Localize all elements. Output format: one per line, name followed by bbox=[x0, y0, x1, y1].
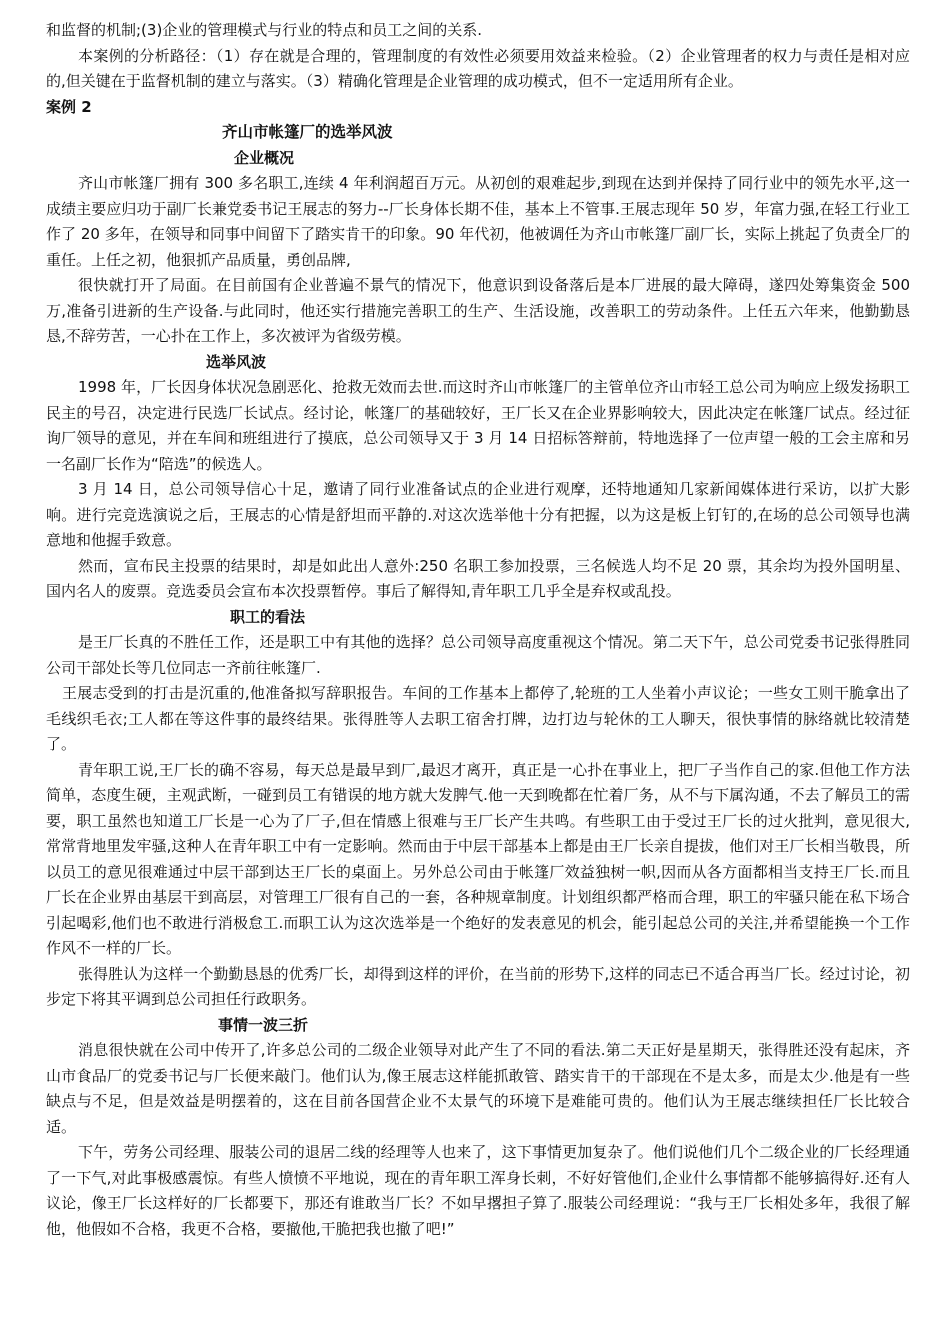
case-label: 案例 2 bbox=[46, 97, 92, 116]
body-paragraph: 消息很快就在公司中传开了,许多总公司的二级企业领导对此产生了不同的看法.第二天正好是星期天，张得胜还没有起床，齐山市食品厂的党委书记与厂长便来敲门。他们认为,像王展志这样能抓敢管、踏实肯干的干部现在不是太多，而是太少.他是有一些缺点与不足，但是效益是明摆着的，这在目前各国营企业不太景气的环境下是难能可贵的。他们认为王展志继续担任厂长比较合适。 bbox=[46, 1041, 910, 1136]
body-paragraph: 和监督的机制;(3)企业的管理模式与行业的特点和员工之间的关系. bbox=[46, 21, 483, 39]
section-heading: 事情一波三折 bbox=[218, 1015, 309, 1034]
section-heading: 职工的看法 bbox=[230, 607, 306, 626]
body-paragraph: 本案例的分析路径：（1）存在就是合理的，管理制度的有效性必须要用效益来检验。（2）企业管理者的权力与责任是相对应的,但关键在于监督机制的建立与落实。（3）精确化管理是企业管理的成功模式，但不一定适用所有企业。 bbox=[46, 46, 910, 90]
body-paragraph: 是王厂长真的不胜任工作，还是职工中有其他的选择？总公司领导高度重视这个情况。第二天下午，总公司党委书记张得胜同公司干部处长等几位同志一齐前往帐篷厂. bbox=[46, 633, 910, 677]
body-paragraph: 下午，劳务公司经理、服装公司的退居二线的经理等人也来了，这下事情更加复杂了。他们说他们几个二级企业的厂长经理通了一下气,对此事极感震惊。有些人愤愤不平地说，现在的青年职工浑身长刺，不好好管他们,企业什么事情都不能够搞得好.还有人议论，像王厂长这样好的厂长都要下，那还有谁敢当厂长？不如早撂担子算了.服装公司经理说：“我与王厂长相处多年，我很了解他，他假如不合格，我更不合格，要撤他,干脆把我也撤了吧!” bbox=[46, 1143, 910, 1238]
body-paragraph: 然而，宣布民主投票的结果时，却是如此出人意外:250 名职工参加投票，三名候选人均不足 20 票，其余均为投外国明星、国内名人的废票。竞选委员会宣布本次投票暂停。事后了解得知,青年职工几乎全是弃权或乱投。 bbox=[46, 556, 910, 600]
body-paragraph: 张得胜认为这样一个勤勤恳恳的优秀厂长，却得到这样的评价，在当前的形势下,这样的同志已不适合再当厂长。经过讨论，初步定下将其平调到总公司担任行政职务。 bbox=[46, 964, 910, 1008]
case-title: 齐山市帐篷厂的选举风波 bbox=[222, 123, 393, 141]
body-paragraph: 1998 年，厂长因身体状况急剧恶化、抢救无效而去世.而这时齐山市帐篷厂的主管单位齐山市轻工总公司为响应上级发扬职工民主的号召，决定进行民选厂长试点。经讨论，帐篷厂的基础较好，王厂长又在企业界影响较大，因此决定在帐篷厂试点。经过征询厂领导的意见，并在车间和班组进行了摸底，总公司领导又于 3 月 14 日招标答辩前，特地选择了一位声望一般的工会主席和另一名副厂长作为“陪选”的候选人。 bbox=[46, 378, 910, 473]
section-heading: 企业概况 bbox=[234, 148, 295, 167]
body-paragraph: 3 月 14 日，总公司领导信心十足，邀请了同行业准备试点的企业进行观摩，还特地通知几家新闻媒体进行采访，以扩大影响。进行完竞选演说之后，王展志的心情是舒坦而平静的.对这次选举他十分有把握，以为这是板上钉钉的,在场的总公司领导也满意地和他握手致意。 bbox=[46, 480, 910, 549]
body-paragraph: 很快就打开了局面。在目前国有企业普遍不景气的情况下，他意识到设备落后是本厂进展的最大障碍，遂四处筹集资金 500 万,准备引进新的生产设备.与此同时，他还实行措施完善职工的生产、生活设施，改善职工的劳动条件。上任五六年来，他勤勤恳恳,不辞劳苦，一心扑在工作上，多次被评为省级劳模。 bbox=[46, 276, 910, 345]
body-paragraph: 齐山市帐篷厂拥有 300 多名职工,连续 4 年利润超百万元。从初创的艰难起步,到现在达到并保持了同行业中的领先水平,这一成绩主要应归功于副厂长兼党委书记王展志的努力--厂长身体长期不佳，基本上不管事.王展志现年 50 岁，年富力强,在轻工行业工作了 20 多年，在领导和同事中间留下了踏实肯干的印象。90 年代初，他被调任为齐山市帐篷厂副厂长，实际上挑起了负责全厂的重任。上任之初，他狠抓产品质量，勇创品牌, bbox=[46, 174, 910, 269]
section-heading: 选举风波 bbox=[206, 352, 267, 371]
body-paragraph: 王展志受到的打击是沉重的,他准备拟写辞职报告。车间的工作基本上都停了,轮班的工人坐着小声议论；一些女工则干脆拿出了毛线织毛衣;工人都在等这件事的最终结果。张得胜等人去职工宿舍打牌，边打边与轮休的工人聊天，很快事情的脉络就比较清楚了。 bbox=[46, 684, 910, 753]
body-paragraph: 青年职工说,王厂长的确不容易，每天总是最早到厂,最迟才离开，真正是一心扑在事业上，把厂子当作自己的家.但他工作方法简单，态度生硬，主观武断，一碰到员工有错误的地方就大发脾气.他一天到晚都在忙着厂务，从不与下属沟通，不去了解员工的需要，职工虽然也知道工厂长是一心为了厂子,但在情感上很难与王厂长产生共鸣。有些职工由于受过王厂长的过火批判，意见很大,常常背地里发牢骚,这种人在青年职工中有一定影响。然而由于中层干部基本上都是由王厂长亲自提拔，他们对王厂长相当敬畏，所以员工的意见很难通过中层干部到达王厂长的桌面上。另外总公司由于帐篷厂效益独树一帜,因而从各方面都相当支持王厂长.而且厂长在企业界由基层干到高层，对管理工厂很有自己的一套，各种规章制度。计划组织都严格而合理，职工的牢骚只能在私下场合引起喝彩,他们也不敢进行消极怠工.而职工认为这次选举是一个绝好的发表意见的机会，能引起总公司的关注,并希望能换一个工作作风不一样的厂长。 bbox=[46, 760, 910, 957]
